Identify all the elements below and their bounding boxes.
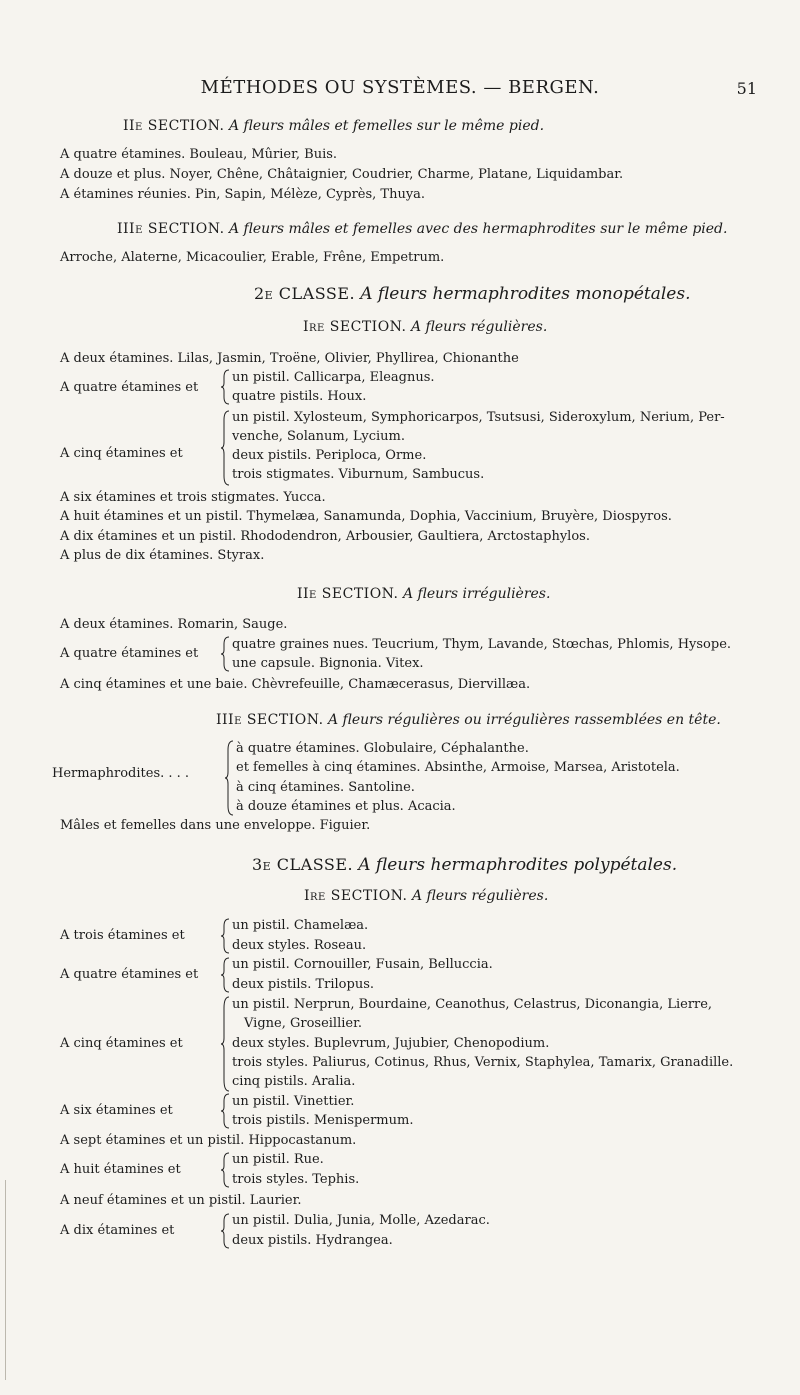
text-line: un pistil. Cornouiller, Fusain, Belluccia.: [232, 957, 493, 972]
text-line: trois styles. Tephis.: [232, 1172, 360, 1187]
section-heading: IIe SECTION. A fleurs irrégulières.: [297, 586, 551, 602]
brace-icon: [221, 918, 231, 954]
brace-icon: [221, 957, 231, 993]
text-line: A neuf étamines et un pistil. Laurier.: [60, 1193, 302, 1208]
brace-icon: [221, 996, 231, 1092]
text-line: à quatre étamines. Globulaire, Céphalanthe.: [236, 741, 529, 756]
text-line: quatre pistils. Houx.: [232, 389, 367, 404]
text-line: A deux étamines. Romarin, Sauge.: [60, 617, 288, 632]
section-heading: IIe SECTION. A fleurs mâles et femelles sur le même pied.: [123, 118, 545, 134]
text-line: trois stigmates. Viburnum, Sambucus.: [232, 467, 485, 482]
text-line: A plus de dix étamines. Styrax.: [60, 548, 265, 563]
text-line: Vigne, Groseillier.: [244, 1016, 363, 1031]
text-line: trois styles. Paliurus, Cotinus, Rhus, Vernix, Staphylea, Tamarix, Granadille.: [232, 1055, 734, 1070]
text-line: deux pistils. Trilopus.: [232, 977, 375, 992]
page-number: 51: [736, 79, 757, 98]
section-heading: IIIe SECTION. A fleurs mâles et femelles avec des hermaphrodites sur le même pied.: [117, 221, 728, 237]
text-line: et femelles à cinq étamines. Absinthe, Armoise, Marsea, Aristotela.: [236, 760, 680, 775]
text-line: deux pistils. Periploca, Orme.: [232, 448, 427, 463]
group-label: Hermaphrodites. . . .: [52, 766, 190, 781]
text-line: à douze étamines et plus. Acacia.: [236, 799, 456, 814]
text-line: un pistil. Callicarpa, Eleagnus.: [232, 370, 435, 385]
text-line: une capsule. Bignonia. Vitex.: [232, 656, 424, 671]
text-line: deux styles. Roseau.: [232, 938, 367, 953]
text-line: A huit étamines et un pistil. Thymelæa, Sanamunda, Dophia, Vaccinium, Bruyère, Diospyros.: [60, 509, 672, 524]
class-heading: 2e CLASSE. A fleurs hermaphrodites monopétales.: [254, 284, 691, 304]
text-line: A six étamines et trois stigmates. Yucca.: [60, 490, 326, 505]
text-line: Mâles et femelles dans une enveloppe. Figuier.: [60, 818, 371, 833]
section-heading: Ire SECTION. A fleurs régulières.: [303, 319, 548, 335]
text-line: A douze et plus. Noyer, Chêne, Châtaignier, Coudrier, Charme, Platane, Liquidambar.: [60, 167, 624, 182]
group-label: A cinq étamines et: [60, 446, 183, 461]
text-line: un pistil. Dulia, Junia, Molle, Azedarac.: [232, 1213, 490, 1228]
brace-icon: [221, 636, 231, 672]
group-label: A quatre étamines et: [60, 380, 199, 395]
section-heading: Ire SECTION. A fleurs régulières.: [304, 888, 549, 904]
group-label: A huit étamines et: [60, 1162, 181, 1177]
text-line: A quatre étamines. Bouleau, Mûrier, Buis.: [60, 147, 338, 162]
text-line: un pistil. Nerprun, Bourdaine, Ceanothus, Celastrus, Diconangia, Lierre,: [232, 997, 713, 1012]
brace-icon: [221, 369, 231, 405]
text-line: un pistil. Vinettier.: [232, 1094, 355, 1109]
text-line: Arroche, Alaterne, Micacoulier, Erable, Frêne, Empetrum.: [60, 250, 445, 265]
text-line: deux styles. Buplevrum, Jujubier, Chenopodium.: [232, 1036, 550, 1051]
running-head: MÉTHODES OU SYSTÈMES. — BERGEN.: [200, 77, 600, 98]
class-heading: 3e CLASSE. A fleurs hermaphrodites polypétales.: [252, 855, 678, 875]
text-line: A dix étamines et un pistil. Rhododendron, Arbousier, Gaultiera, Arctostaphylos.: [60, 529, 590, 544]
brace-icon: [221, 410, 231, 486]
text-line: A sept étamines et un pistil. Hippocastanum.: [60, 1133, 357, 1148]
text-line: A cinq étamines et une baie. Chèvrefeuille, Chamæcerasus, Diervillæa.: [60, 677, 531, 692]
text-line: un pistil. Rue.: [232, 1152, 324, 1167]
section-heading: IIIe SECTION. A fleurs régulières ou irrégulières rassemblées en tête.: [216, 712, 721, 728]
text-line: quatre graines nues. Teucrium, Thym, Lavande, Stœchas, Phlomis, Hysope.: [232, 637, 732, 652]
group-label: A cinq étamines et: [60, 1036, 183, 1051]
group-label: A quatre étamines et: [60, 646, 199, 661]
group-label: A six étamines et: [60, 1103, 173, 1118]
text-line: trois pistils. Menispermum.: [232, 1113, 414, 1128]
brace-icon: [221, 1152, 231, 1188]
text-line: A deux étamines. Lilas, Jasmin, Troëne, Olivier, Phyllirea, Chionanthe: [60, 351, 519, 366]
brace-icon: [221, 1093, 231, 1129]
text-line: venche, Solanum, Lycium.: [232, 429, 406, 444]
group-label: A trois étamines et: [60, 928, 185, 943]
text-line: cinq pistils. Aralia.: [232, 1074, 356, 1089]
text-line: A étamines réunies. Pin, Sapin, Mélèze, Cyprès, Thuya.: [60, 187, 426, 202]
group-label: A dix étamines et: [60, 1223, 175, 1238]
page-edge-mark: [5, 1180, 6, 1380]
brace-icon: [225, 740, 235, 816]
brace-icon: [221, 1213, 231, 1249]
text-line: à cinq étamines. Santoline.: [236, 780, 415, 795]
text-line: un pistil. Xylosteum, Symphoricarpos, Tsutsusi, Sideroxylum, Nerium, Per-: [232, 410, 725, 425]
text-line: deux pistils. Hydrangea.: [232, 1233, 393, 1248]
text-line: un pistil. Chamelæa.: [232, 918, 369, 933]
group-label: A quatre étamines et: [60, 967, 199, 982]
